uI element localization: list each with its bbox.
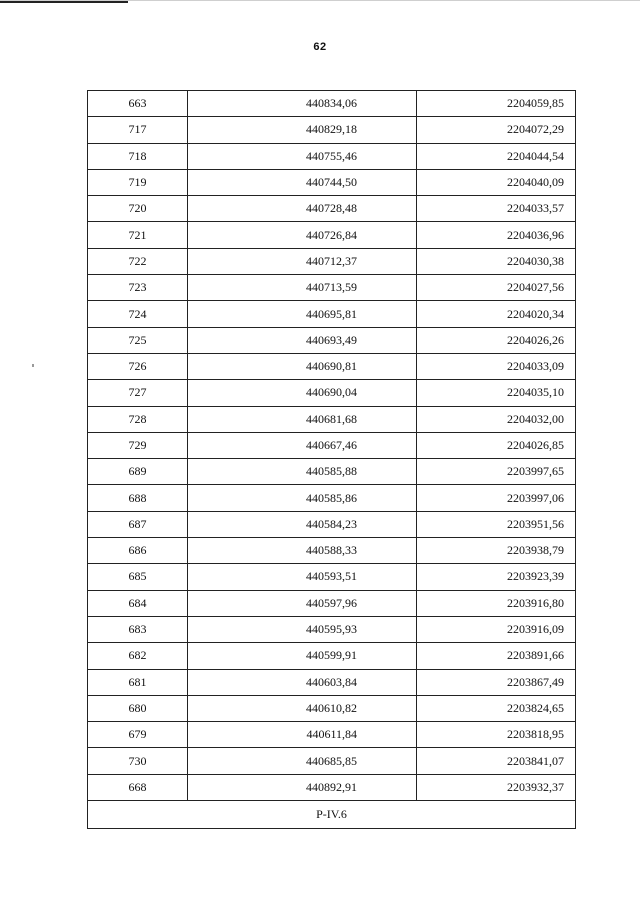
x-coordinate-cell: 440603,84 [188,669,417,695]
point-number-cell: 722 [88,248,188,274]
point-number-cell: 688 [88,485,188,511]
point-number-cell: 680 [88,695,188,721]
x-coordinate-cell: 440610,82 [188,695,417,721]
x-coordinate-cell: 440829,18 [188,117,417,143]
point-number-cell: 681 [88,669,188,695]
point-number-cell: 668 [88,774,188,800]
x-coordinate-cell: 440595,93 [188,616,417,642]
table-row [88,722,576,748]
point-number-cell: 728 [88,406,188,432]
y-coordinate-cell: 2204059,85 [417,91,576,117]
point-number-cell: 663 [88,91,188,117]
point-number-cell: 727 [88,380,188,406]
top-rule-dark-segment [0,1,128,3]
x-coordinate-cell: 440695,81 [188,301,417,327]
point-number-cell: 685 [88,564,188,590]
table-row [88,485,576,511]
x-coordinate-cell: 440667,46 [188,432,417,458]
y-coordinate-cell: 2204026,85 [417,432,576,458]
table-row [88,511,576,537]
table-footer-row [88,801,576,829]
y-coordinate-cell: 2204026,26 [417,327,576,353]
y-coordinate-cell: 2204032,00 [417,406,576,432]
x-coordinate-cell: 440597,96 [188,590,417,616]
table-row [88,432,576,458]
x-coordinate-cell: 440712,37 [188,248,417,274]
table-row [88,91,576,117]
y-coordinate-cell: 2203818,95 [417,722,576,748]
point-number-cell: 684 [88,590,188,616]
point-number-cell: 723 [88,275,188,301]
point-number-cell: 718 [88,143,188,169]
y-coordinate-cell: 2204033,57 [417,196,576,222]
table-row [88,275,576,301]
table-row [88,616,576,642]
top-rule [0,0,640,3]
table-row [88,301,576,327]
y-coordinate-cell: 2203997,06 [417,485,576,511]
section-label: P-IV.6 [88,801,576,829]
x-coordinate-cell: 440593,51 [188,564,417,590]
x-coordinate-cell: 440690,04 [188,380,417,406]
x-coordinate-cell: 440693,49 [188,327,417,353]
x-coordinate-cell: 440585,88 [188,459,417,485]
x-coordinate-cell: 440585,86 [188,485,417,511]
y-coordinate-cell: 2204072,29 [417,117,576,143]
point-number-cell: 726 [88,353,188,379]
page-number: 62 [313,41,327,53]
y-coordinate-cell: 2203841,07 [417,748,576,774]
y-coordinate-cell: 2203891,66 [417,643,576,669]
y-coordinate-cell: 2204035,10 [417,380,576,406]
point-number-cell: 679 [88,722,188,748]
x-coordinate-cell: 440728,48 [188,196,417,222]
table-row [88,117,576,143]
point-number-cell: 721 [88,222,188,248]
x-coordinate-cell: 440681,68 [188,406,417,432]
y-coordinate-cell: 2204036,96 [417,222,576,248]
x-coordinate-cell: 440599,91 [188,643,417,669]
point-number-cell: 682 [88,643,188,669]
table-row [88,380,576,406]
point-number-cell: 729 [88,432,188,458]
table-row [88,695,576,721]
x-coordinate-cell: 440726,84 [188,222,417,248]
y-coordinate-cell: 2203916,80 [417,590,576,616]
x-coordinate-cell: 440713,59 [188,275,417,301]
y-coordinate-cell: 2203923,39 [417,564,576,590]
point-number-cell: 724 [88,301,188,327]
point-number-cell: 689 [88,459,188,485]
y-coordinate-cell: 2204044,54 [417,143,576,169]
y-coordinate-cell: 2203824,65 [417,695,576,721]
table-row [88,248,576,274]
x-coordinate-cell: 440588,33 [188,538,417,564]
x-coordinate-cell: 440834,06 [188,91,417,117]
y-coordinate-cell: 2203932,37 [417,774,576,800]
y-coordinate-cell: 2203916,09 [417,616,576,642]
point-number-cell: 687 [88,511,188,537]
y-coordinate-cell: 2203938,79 [417,538,576,564]
x-coordinate-cell: 440690,81 [188,353,417,379]
point-number-cell: 683 [88,616,188,642]
table-row [88,669,576,695]
y-coordinate-cell: 2203997,65 [417,459,576,485]
table-row [88,327,576,353]
table-row [88,143,576,169]
point-number-cell: 725 [88,327,188,353]
coordinates-table [87,90,576,829]
table-row [88,564,576,590]
y-coordinate-cell: 2203867,49 [417,669,576,695]
x-coordinate-cell: 440755,46 [188,143,417,169]
point-number-cell: 719 [88,169,188,195]
y-coordinate-cell: 2204040,09 [417,169,576,195]
x-coordinate-cell: 440584,23 [188,511,417,537]
point-number-cell: 686 [88,538,188,564]
margin-mark [32,364,34,367]
table-row [88,538,576,564]
table-row [88,222,576,248]
y-coordinate-cell: 2203951,56 [417,511,576,537]
y-coordinate-cell: 2204030,38 [417,248,576,274]
y-coordinate-cell: 2204020,34 [417,301,576,327]
table-row [88,169,576,195]
point-number-cell: 720 [88,196,188,222]
x-coordinate-cell: 440611,84 [188,722,417,748]
y-coordinate-cell: 2204027,56 [417,275,576,301]
table-row [88,406,576,432]
table-row [88,748,576,774]
table-row [88,643,576,669]
table-row [88,590,576,616]
point-number-cell: 730 [88,748,188,774]
table-row [88,459,576,485]
point-number-cell: 717 [88,117,188,143]
table-row [88,353,576,379]
x-coordinate-cell: 440892,91 [188,774,417,800]
coordinates-table-body [88,91,576,801]
x-coordinate-cell: 440744,50 [188,169,417,195]
x-coordinate-cell: 440685,85 [188,748,417,774]
table-row [88,774,576,800]
table-row [88,196,576,222]
y-coordinate-cell: 2204033,09 [417,353,576,379]
